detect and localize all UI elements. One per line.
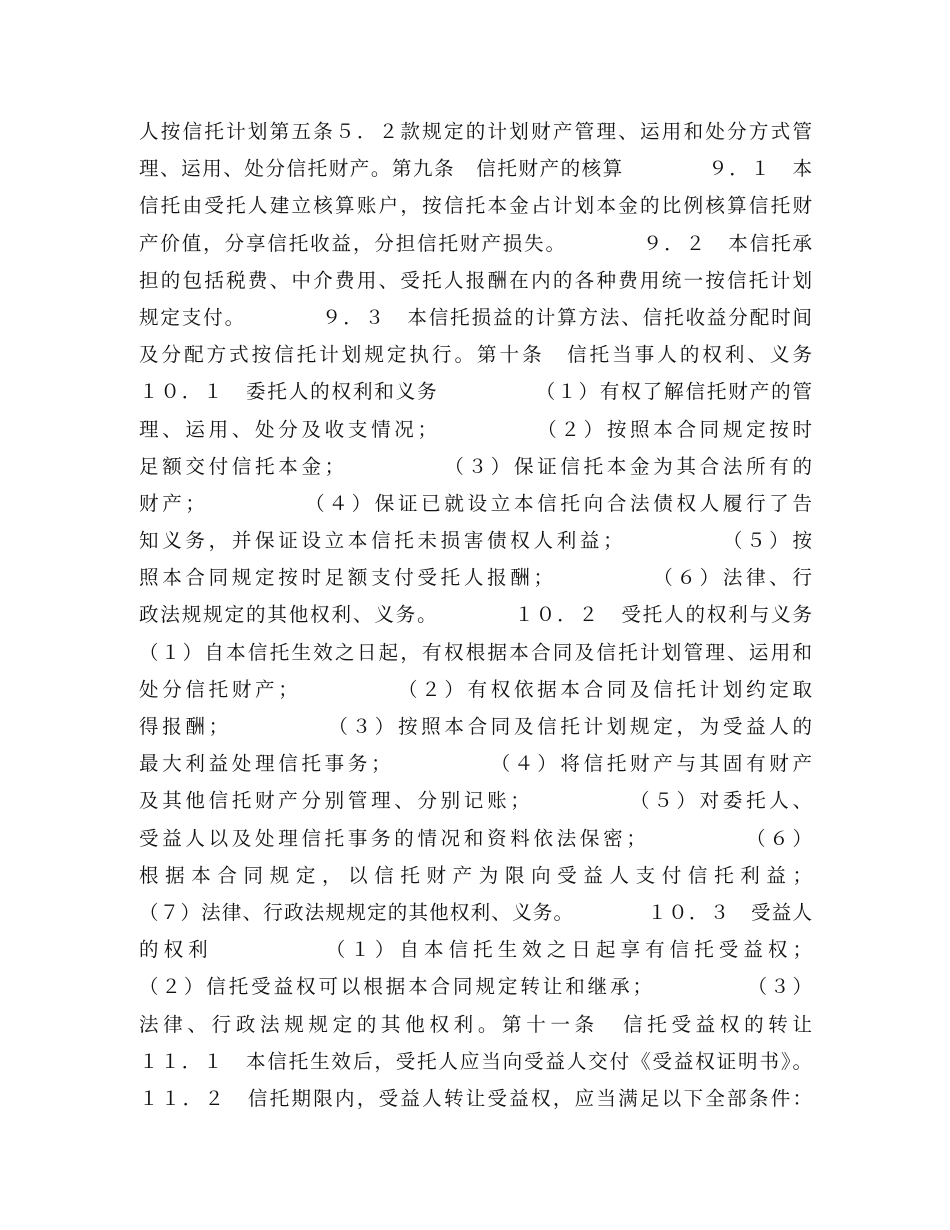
text-line: 得报酬； （３）按照本合同及信托计划规定，为受益人的: [139, 715, 812, 738]
text-line: 法律、行政法规规定的其他权利。第十一条 信托受益权的转让: [139, 1012, 812, 1036]
contract-body-text: [139, 113, 812, 1117]
text-line: 理、运用、处分及收支情况； （２）按照本合同规定按时: [139, 417, 812, 441]
text-line: 财产； （４）保证已就设立本信托向合法债权人履行了告: [139, 491, 812, 515]
text-line: 照本合同规定按时足额支付受托人报酬； （６）法律、行: [139, 566, 812, 590]
text-line: 及分配方式按信托计划规定执行。第十条 信托当事人的权利、义务: [139, 343, 812, 367]
text-line: 及其他信托财产分别管理、分别记账； （５）对委托人、: [139, 789, 812, 813]
text-line: １１．２ 信托期限内，受益人转让受益权，应当满足以下全部条件：: [139, 1086, 812, 1110]
text-line: 规定支付。 ９．３ 本信托损益的计算方法、信托收益分配时间: [139, 305, 812, 329]
text-line: 政法规规定的其他权利、义务。 １０．２ 受托人的权利与义务: [139, 603, 812, 627]
text-line: 知义务，并保证设立本信托未损害债权人利益； （５）按: [139, 529, 812, 553]
text-line: 担的包括税费、中介费用、受托人报酬在内的各种费用统一按信托计划: [139, 268, 812, 292]
text-line: 人按信托计划第五条５．２款规定的计划财产管理、运用和处分方式管: [139, 120, 812, 143]
text-line: 信托由受托人建立核算账户，按信托本金占计划本金的比例核算信托财: [139, 194, 812, 218]
text-line: 的权利 （１）自本信托生效之日起享有信托受益权；: [139, 938, 812, 962]
text-line: （２）信托受益权可以根据本合同规定转让和继承； （３）: [139, 975, 812, 999]
text-line: 理、运用、处分信托财产。第九条 信托财产的核算 ９．１ 本: [139, 157, 812, 181]
text-line: 处分信托财产； （２）有权依据本合同及信托计划约定取: [139, 677, 812, 701]
text-line: １０．１ 委托人的权利和义务 （１）有权了解信托财产的管: [139, 380, 812, 404]
text-line: 受益人以及处理信托事务的情况和资料依法保密； （６）: [139, 826, 812, 850]
text-line: （７）法律、行政法规规定的其他权利、义务。 １０．３ 受益人: [139, 900, 812, 924]
text-line: １１．１ 本信托生效后，受托人应当向受益人交付《受益权证明书》。: [139, 1049, 812, 1073]
text-line: （１）自本信托生效之日起，有权根据本合同及信托计划管理、运用和: [139, 640, 812, 664]
text-line: 根据本合同规定，以信托财产为限向受益人支付信托利益；: [139, 863, 812, 887]
text-line: 足额交付信托本金； （３）保证信托本金为其合法所有的: [139, 454, 812, 478]
text-line: 最大利益处理信托事务； （４）将信托财产与其固有财产: [139, 752, 812, 776]
text-line: 产价值，分享信托收益，分担信托财产损失。 ９．２ 本信托承: [139, 231, 812, 255]
